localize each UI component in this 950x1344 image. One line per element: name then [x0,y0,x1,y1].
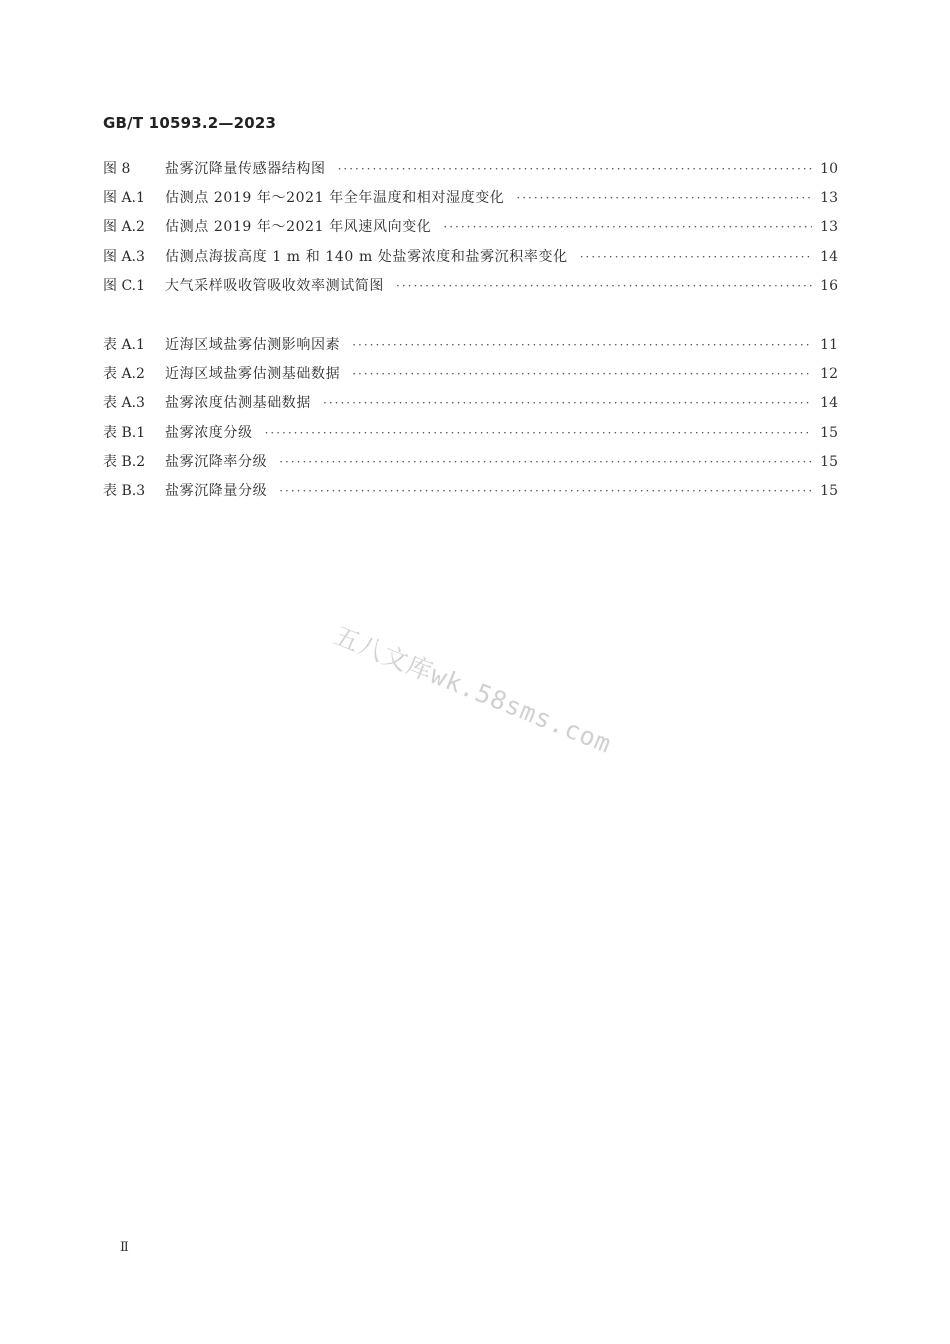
toc-entry[interactable] [103,188,838,217]
toc-entry-page: 10 [820,161,838,177]
toc-entry-title: 盐雾浓度估测基础数据 [165,395,311,412]
toc-entry-label: 图 A.1 [103,190,145,207]
toc-entry-title: 近海区域盐雾估测基础数据 [165,366,341,383]
toc-entry-page: 14 [820,248,838,265]
toc-entry-label: 表 A.3 [103,395,145,412]
toc-leader-dots [580,247,812,267]
toc-entry-page: 15 [820,424,838,441]
toc-leader-dots [516,188,812,208]
toc-entry[interactable] [103,217,838,246]
toc-entry-label: 表 B.2 [103,453,146,470]
toc-entry-title: 大气采样吸收管吸收效率测试简图 [165,277,384,294]
toc-leader-dots [352,335,812,355]
watermark: 五八文库wk.58sms.com [330,620,616,759]
toc-entry-label: 图 C.1 [103,277,146,294]
toc-entry-page: 16 [820,277,838,294]
toc-entry[interactable] [103,276,838,305]
toc-entry[interactable] [103,393,838,422]
toc-entry-label: 图 A.3 [103,248,145,265]
toc-leader-dots [443,217,812,237]
toc-entry-title: 盐雾沉降率分级 [165,453,268,470]
toc-entry-page: 15 [820,453,838,470]
toc-entry-page: 11 [820,337,838,353]
toc-entry-label: 图 A.2 [103,219,145,236]
toc-leader-dots [323,393,812,413]
toc-entry-page: 15 [820,482,838,499]
toc-entry-title: 盐雾沉降量分级 [165,482,268,499]
figure-list [103,159,838,305]
toc-entry-page: 14 [820,395,838,412]
toc-entry-title: 盐雾浓度分级 [165,424,253,441]
toc-leader-dots [352,364,812,384]
standard-code: GB/T 10593.2—2023 [103,114,277,132]
toc-leader-dots [338,159,812,179]
toc-entry[interactable] [103,423,838,452]
toc-entry[interactable] [103,452,838,481]
table-list [103,335,838,510]
toc-leader-dots [396,276,812,296]
toc-entry-label: 图 8 [103,161,131,177]
toc-entry-title: 近海区域盐雾估测影响因素 [165,337,341,353]
toc-entry-title: 估测点海拔高度 1 m 和 140 m 处盐雾浓度和盐雾沉积率变化 [165,248,568,265]
toc-entry-page: 12 [820,366,838,383]
toc-entry[interactable] [103,335,838,364]
toc-leader-dots [265,423,812,443]
page-number: Ⅱ [120,1240,129,1255]
toc-entry-page: 13 [820,190,838,207]
toc-entry-title: 估测点 2019 年～2021 年风速风向变化 [165,219,432,236]
toc-entry[interactable] [103,364,838,393]
toc-entry-label: 表 A.2 [103,366,145,383]
toc-leader-dots [279,481,812,501]
toc-entry-title: 估测点 2019 年～2021 年全年温度和相对湿度变化 [165,190,505,207]
toc-leader-dots [279,452,812,472]
toc-entry-label: 表 A.1 [103,337,145,353]
toc-entry[interactable] [103,247,838,276]
toc-entry-title: 盐雾沉降量传感器结构图 [165,161,326,177]
toc-entry[interactable] [103,481,838,510]
toc-entry-label: 表 B.1 [103,424,146,441]
toc-entry-label: 表 B.3 [103,482,146,499]
toc-entry[interactable] [103,159,838,188]
toc-entry-page: 13 [820,219,838,236]
